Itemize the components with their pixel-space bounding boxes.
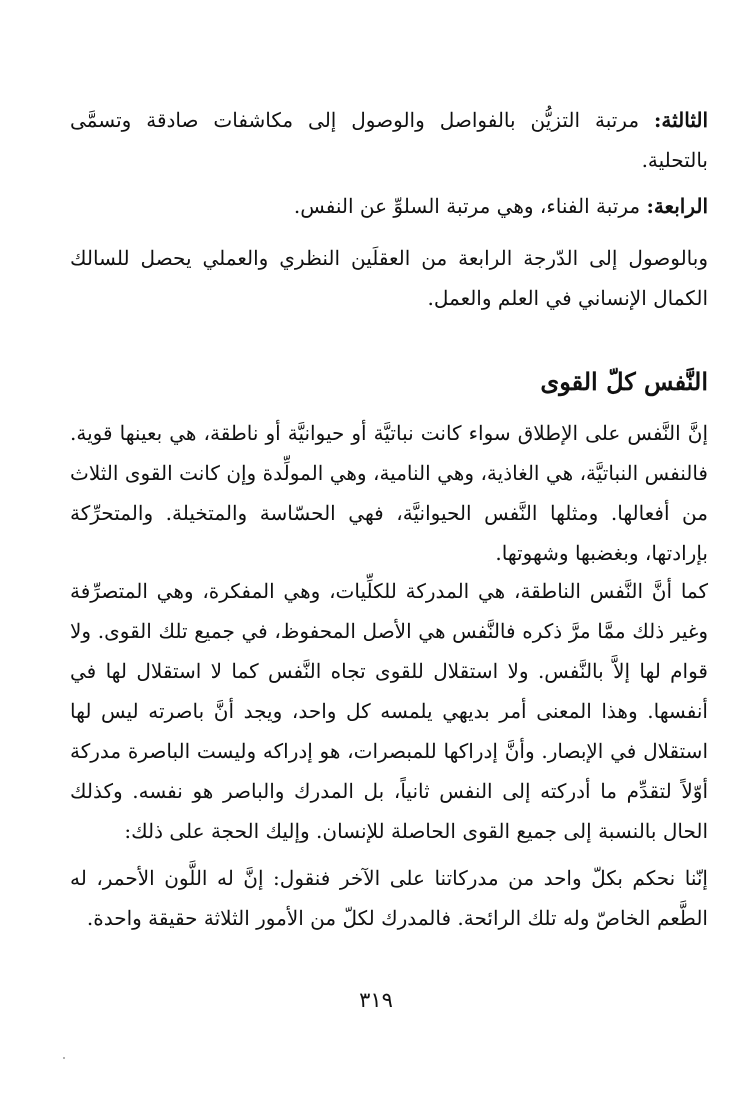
rank-text-third: مرتبة التزيُّن بالفواصل والوصول إلى مكاشفات صادقة وتسمَّى بالتحلية. [70, 108, 708, 172]
paragraph-judgement: إنّنا نحكم بكلّ واحد من مدركاتنا على الآخر فنقول: إنَّ له اللَّون الأحمر، له الطَّعم الخاصّ وله تلك الرائحة. فالمدرك لكلّ من الأمور الثلاثة حقيقة واحدة. [70, 866, 708, 930]
section-heading: النَّفس كلّ القوى [540, 367, 708, 396]
paragraph-third-rank [70, 100, 708, 180]
rank-label-fourth: الرابعة: [646, 194, 708, 218]
scan-speck [63, 1057, 65, 1059]
rank-text-fourth: مرتبة الفناء، وهي مرتبة السلوِّ عن النفس. [293, 194, 641, 218]
paragraph-fourth-rank [70, 186, 708, 226]
paragraph-soul-powers: إنَّ النَّفس على الإطلاق سواء كانت نباتيَّة أو حيوانيَّة أو ناطقة، هي بعينها قوية. فالنفس النباتيَّة، هي الغاذية، وهي النامية، وهي المولِّدة وإن كانت القوى الثلاث من أفعالها. ومثلها النَّفس الحيوانيَّة، فهي الحسّاسة والمتخيلة. والمتحرِّكة بإرادتها، وبغضبها وشهوتها. [70, 421, 709, 565]
rank-label-third: الثالثة: [653, 108, 708, 132]
page-number: ٣١٩ [359, 988, 393, 1012]
paragraph-reaching-fourth-degree: وبالوصول إلى الدّرجة الرابعة من العقلَين النظري والعملي يحصل للسالك الكمال الإنساني في العلم والعمل. [70, 246, 708, 310]
paragraph-rational-soul: كما أنَّ النَّفس الناطقة، هي المدركة للكلِّيات، وهي المفكرة، وهي المتصرِّفة وغير ذلك ممَّا مرَّ ذكره فالنَّفس هي الأصل المحفوظ، في جميع تلك القوى. ولا قوام لها إلاَّ بالنَّفس. ولا استقلال للقوى تجاه النَّفس كما لا استقلال لها في أنفسها. وهذا المعنى أمر بديهي يلمسه كل واحد، ويجد أنَّ باصرته ليس لها استقلال في الإبصار. وأنَّ إدراكها للمبصرات، هو إدراكه وليست الباصرة مدركة أوّلاً لتقدِّم ما أدركته إلى النفس ثانياً، بل المدرك والباصر هو نفسه. وكذلك الحال بالنسبة إلى جميع القوى الحاصلة للإنسان. وإليك الحجة على ذلك: [70, 579, 708, 843]
